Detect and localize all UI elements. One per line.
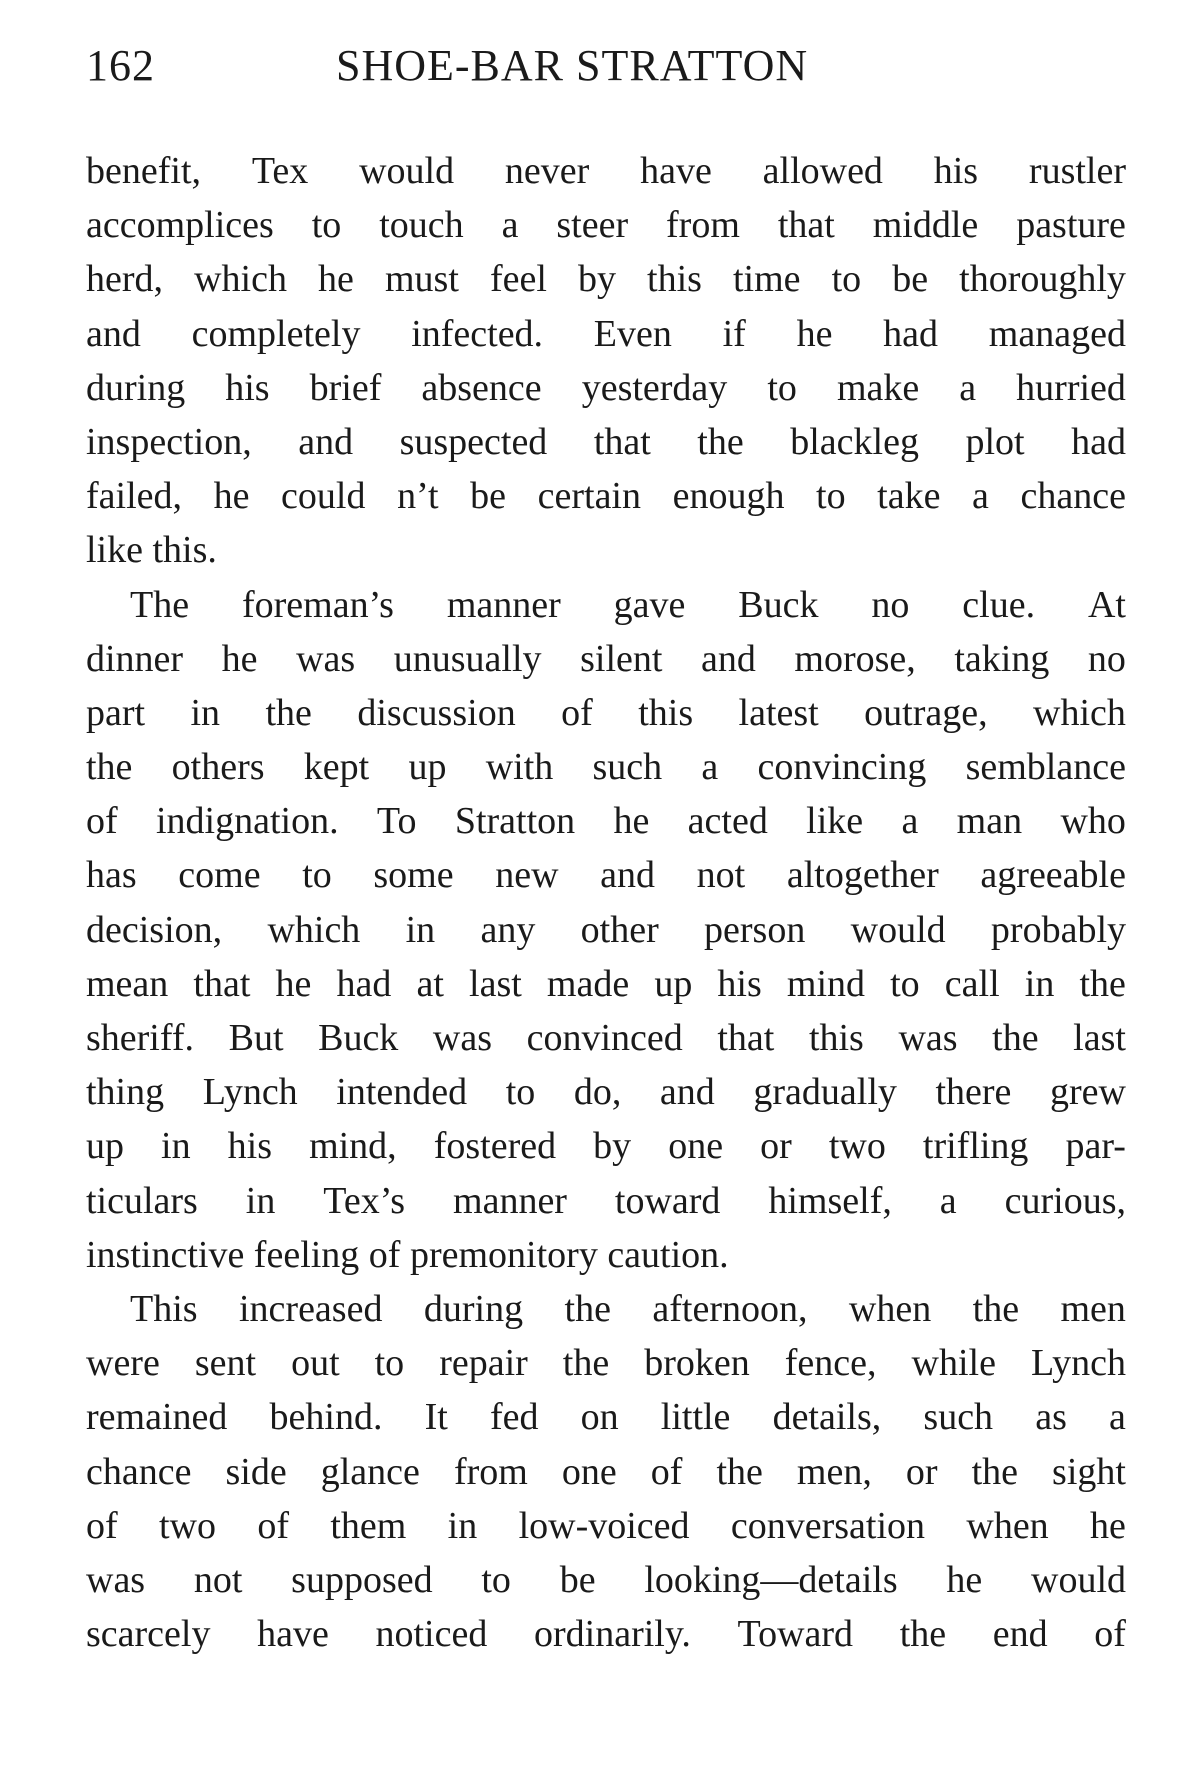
text-line: were sent out to repair the broken fence, while Lynch [86,1342,1126,1385]
text-line: like this. [86,529,217,572]
text-line: of two of them in low-voiced conversation when he [86,1504,1126,1547]
text-line: part in the discussion of this latest outrage, which [86,691,1126,734]
text-line: remained behind. It fed on little details, such as a [86,1396,1126,1439]
text-line: instinctive feeling of premonitory caution. [86,1233,729,1276]
text-line: The foreman’s manner gave Buck no clue. At [130,583,1126,626]
page-number: 162 [86,41,155,90]
running-head [86,30,1126,100]
text-line: thing Lynch intended to do, and gradually there grew [86,1071,1126,1114]
text-line: accomplices to touch a steer from that middle pasture [86,204,1126,247]
text-line: benefit, Tex would never have allowed his rustler [86,150,1126,192]
text-line: failed, he could n’t be certain enough to take a chance [86,475,1126,518]
text-line: dinner he was unusually silent and morose, taking no [86,637,1126,680]
text-line: during his brief absence yesterday to make a hurried [86,366,1126,409]
text-line: This increased during the afternoon, when the men [130,1287,1126,1330]
text-line: scarcely have noticed ordinarily. Toward the end of [86,1613,1126,1656]
text-line: was not supposed to be looking—details he would [86,1558,1126,1601]
text-line: chance side glance from one of the men, or the sight [86,1450,1126,1493]
text-line: mean that he had at last made up his mind to call in the [86,962,1126,1005]
text-line: decision, which in any other person would probably [86,908,1126,951]
text-line: the others kept up with such a convincing semblance [86,746,1126,789]
text-line: and completely infected. Even if he had managed [86,312,1126,355]
text-line: inspection, and suspected that the blackleg plot had [86,420,1126,463]
text-line: ticulars in Tex’s manner toward himself, a curious, [86,1179,1126,1222]
text-line: sheriff. But Buck was convinced that this was the last [86,1017,1126,1059]
text-line: of indignation. To Stratton he acted like a man who [86,800,1126,843]
running-title: SHOE-BAR STRATTON [336,41,809,90]
text-line: up in his mind, fostered by one or two trifling par- [86,1125,1126,1168]
body-text [86,144,1126,1661]
book-page [86,30,1126,1661]
text-line: has come to some new and not altogether agreeable [86,854,1126,897]
text-line: herd, which he must feel by this time to be thoroughly [86,258,1126,301]
